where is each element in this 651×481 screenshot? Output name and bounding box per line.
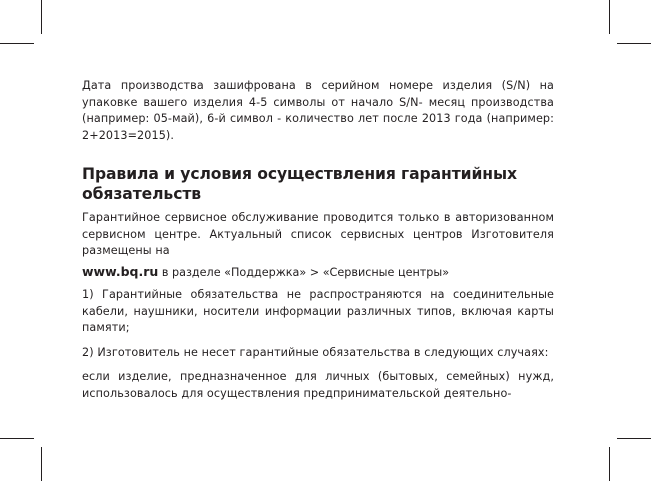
section-heading: Правила и условия осуществления гарантийных обязательств <box>82 165 517 203</box>
crop-mark-right-upper <box>617 43 651 44</box>
intro-paragraph: Дата производства зашифрована в серийном номере изделия (S/N) на упаковке вашего изделия 4-5 символы от начало S/N- месяц производства (например: 05-май), 6-й символ - количество лет после 2013 года (например: 2+2013=2015). <box>82 79 554 142</box>
warranty-exclusion-item-2: 2) Изготовитель не несет гарантийные обязательства в следующих случаях: <box>82 345 549 359</box>
crop-mark-top-left <box>41 0 42 34</box>
crop-mark-left-upper <box>0 43 34 44</box>
website-link[interactable]: www.bq.ru <box>82 263 159 279</box>
document-page <box>82 78 554 410</box>
crop-mark-top-right <box>609 0 610 34</box>
crop-mark-right-lower <box>617 438 651 439</box>
warranty-exclusion-item-2-continued: если изделие, предназначенное для личных (бытовых, семейных) нужд, использовалось для осуществления предпринимательской деятельно- <box>82 370 554 400</box>
link-description: в разделе «Поддержка» > «Сервисные центры» <box>158 265 450 279</box>
service-center-paragraph: Гарантийное сервисное обслуживание проводится только в авторизованном сервисном центре. Актуальный список сервисных центров Изготовителя размещены на <box>82 211 554 257</box>
service-center-link-line <box>82 264 554 282</box>
crop-mark-bottom-right <box>609 447 610 481</box>
crop-mark-bottom-left <box>41 447 42 481</box>
warranty-exclusion-item-1: 1) Гарантийные обязательства не распространяются на соединительные кабели, наушники, носители информации различных типов, включая карты памяти; <box>82 288 554 334</box>
crop-mark-left-lower <box>0 438 34 439</box>
